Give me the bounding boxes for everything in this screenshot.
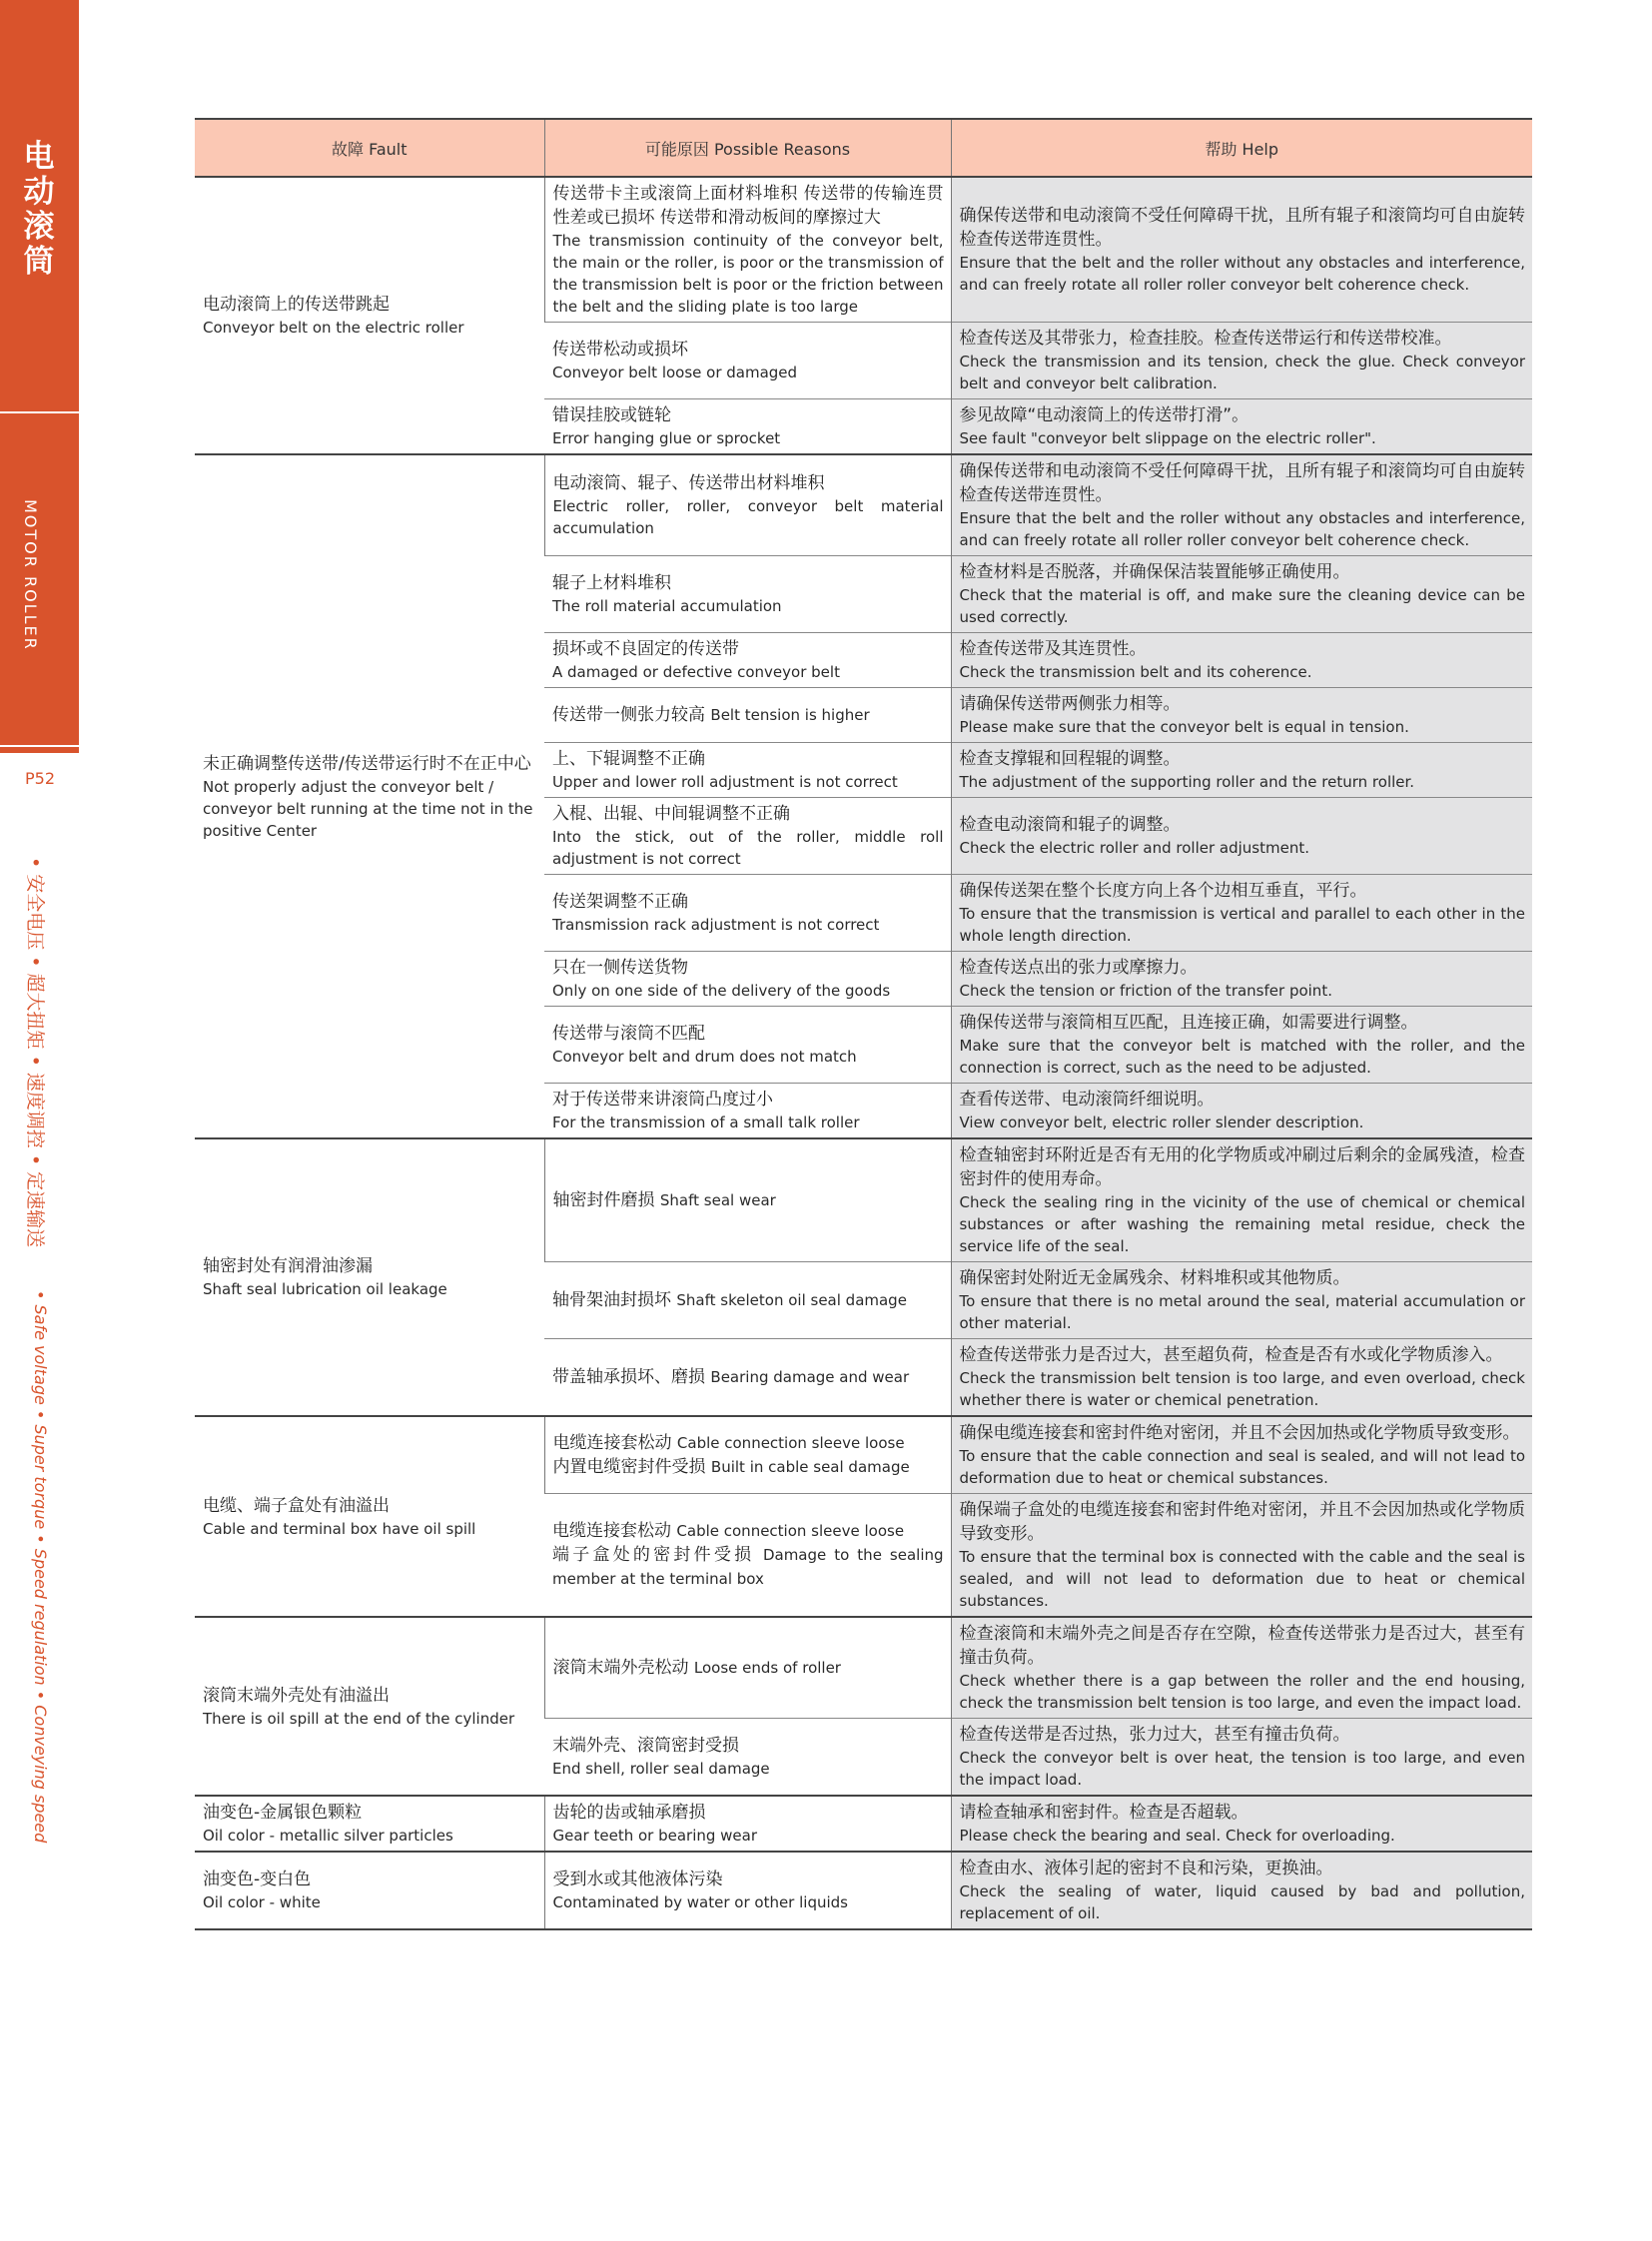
- reason-cell: [544, 454, 951, 556]
- fault-en: Oil color - white: [203, 1893, 321, 1911]
- reason-cn: 齿轮的齿或轴承磨损: [552, 1803, 706, 1823]
- help-cell: [951, 323, 1532, 399]
- help-en: Check the tension or friction of the transfer point.: [959, 982, 1332, 1000]
- fault-en: Cable and terminal box have oil spill: [203, 1519, 476, 1538]
- help-en: Check whether there is a gap between the roller and the end housing, check the transmission belt tension is too large, and even the impact load.: [959, 1672, 1525, 1712]
- reason-cn: 内置电缆密封件受损: [552, 1457, 706, 1477]
- reason-en: End shell, roller seal damage: [552, 1760, 770, 1778]
- reason-cell: [544, 1084, 951, 1139]
- section-title: [17, 140, 61, 280]
- reason-en: The roll material accumulation: [552, 597, 782, 615]
- troubleshooting-table: [195, 118, 1532, 1930]
- reason-cell: [544, 798, 951, 875]
- reason-cn: 电动滚筒、辊子、传送带出材料堆积: [552, 473, 825, 493]
- help-en: Check the transmission belt tension is too large, and even overload, check whether there is water or chemical penetration.: [959, 1369, 1525, 1409]
- reason-line: [553, 1188, 944, 1212]
- reason-cell: [544, 399, 951, 455]
- help-cell: [951, 952, 1532, 1007]
- help-en: Check the transmission belt and its coherence.: [959, 663, 1312, 681]
- reason-line: [552, 1519, 944, 1543]
- side-divider-bottom: [0, 745, 79, 747]
- reason-cell: [544, 1007, 951, 1084]
- reason-en: Into the stick, out of the roller, middle roll adjustment is not correct: [552, 828, 944, 868]
- help-en: Please check the bearing and seal. Check for overloading.: [959, 1827, 1395, 1845]
- fault-en: There is oil spill at the end of the cylinder: [203, 1709, 515, 1728]
- reason-line: [552, 703, 944, 727]
- reason-cn: 损坏或不良固定的传送带: [552, 639, 739, 659]
- fault-cn: 电缆、端子盒处有油溢出: [203, 1495, 390, 1516]
- help-cell: [951, 1796, 1532, 1852]
- help-en: To ensure that there is no metal around the seal, material accumulation or other material.: [959, 1292, 1525, 1332]
- help-en: Make sure that the conveyor belt is matched with the roller, and the connection is correct, such as the need to be adjusted.: [959, 1037, 1525, 1077]
- reason-cell: [544, 1138, 951, 1262]
- fault-cn: 电动滚筒上的传送带跳起: [203, 295, 390, 315]
- help-en: To ensure that the transmission is vertical and parallel to each other in the whole length direction.: [959, 905, 1525, 945]
- help-cell: [951, 177, 1532, 323]
- reason-cn: 上、下辊调整不正确: [552, 749, 705, 769]
- table-row: [195, 1617, 1532, 1719]
- reason-cn: 传送架调整不正确: [552, 892, 688, 912]
- reason-en: Shaft seal wear: [659, 1191, 776, 1209]
- reason-cn: 传送带松动或损坏: [552, 340, 688, 360]
- reason-line: [552, 1543, 944, 1591]
- reason-cn: 滚筒末端外壳松动: [552, 1658, 689, 1678]
- reason-en: Electric roller, roller, conveyor belt material accumulation: [552, 497, 944, 537]
- fault-cell: [195, 454, 544, 1138]
- reason-cn: 端子盒处的密封件受损: [552, 1545, 755, 1565]
- help-cn: 确保传送架在整个长度方向上各个边相互垂直，平行。: [959, 881, 1367, 901]
- reason-cell: [544, 323, 951, 399]
- help-en: To ensure that the cable connection and seal is sealed, and will not lead to deformation due to heat or chemical substances.: [959, 1447, 1525, 1487]
- reason-cn: 辊子上材料堆积: [552, 573, 671, 593]
- reason-cell: [544, 1339, 951, 1417]
- fault-cell: [195, 1852, 544, 1929]
- fault-cn: 油变色-金属银色颗粒: [203, 1803, 363, 1823]
- reason-cell: [544, 1719, 951, 1797]
- table-row: [195, 454, 1532, 556]
- fault-en: Shaft seal lubrication oil leakage: [203, 1280, 447, 1298]
- help-cn: 参见故障“电动滚筒上的传送带打滑”。: [959, 405, 1249, 425]
- reason-en: Bearing damage and wear: [710, 1368, 910, 1386]
- reason-cn: 入棍、出辊、中间辊调整不正确: [552, 804, 790, 824]
- reason-en: For the transmission of a small talk roller: [552, 1114, 860, 1131]
- reason-en: Cable connection sleeve loose: [676, 1522, 905, 1540]
- reason-en: Transmission rack adjustment is not correct: [552, 916, 880, 934]
- fault-cell: [195, 1617, 544, 1796]
- reason-en: Only on one side of the delivery of the goods: [552, 982, 891, 1000]
- reason-en: The transmission continuity of the conveyor belt, the main or the roller, is poor or the transmission of the transmission belt is poor or the friction between the belt and the sliding plate is too large: [552, 232, 944, 316]
- reason-en: Damage to the sealing member at the terminal box: [552, 1546, 944, 1588]
- side-band: [0, 0, 79, 753]
- help-cell: [951, 1084, 1532, 1139]
- help-en: Please make sure that the conveyor belt is equal in tension.: [959, 718, 1409, 736]
- reason-cell: [544, 1494, 951, 1618]
- help-en: View conveyor belt, electric roller slender description.: [959, 1114, 1364, 1131]
- help-cell: [951, 1617, 1532, 1719]
- section-title-char: 电: [23, 139, 55, 175]
- help-en: Check the sealing of water, liquid caused by bad and pollution, replacement of oil.: [959, 1882, 1525, 1922]
- reason-line: [552, 1365, 944, 1389]
- reason-line: [552, 1288, 944, 1312]
- help-cn: 检查传送带及其连贯性。: [959, 639, 1147, 659]
- help-cn: 确保传送带和电动滚筒不受任何障碍干扰，且所有辊子和滚筒均可自由旋转检查传送带连贯性。: [959, 206, 1525, 250]
- reason-cn: 传送带一侧张力较高: [552, 705, 705, 725]
- table-row: [195, 1138, 1532, 1262]
- help-cn: 检查由水、液体引起的密封不良和污染，更换油。: [959, 1859, 1333, 1878]
- help-cell: [951, 399, 1532, 455]
- help-cell: [951, 1852, 1532, 1929]
- help-cn: 检查材料是否脱落，并确保保洁装置能够正确使用。: [959, 562, 1350, 582]
- fault-en: Oil color - metallic silver particles: [203, 1827, 453, 1845]
- help-cn: 确保电缆连接套和密封件绝对密闭，并且不会因加热或化学物质导致变形。: [959, 1423, 1520, 1443]
- help-cell: [951, 1719, 1532, 1797]
- table-header-row: [195, 119, 1532, 177]
- help-cn: 确保端子盒处的电缆连接套和密封件绝对密闭，并且不会因加热或化学物质导致变形。: [959, 1500, 1525, 1544]
- help-cn: 确保密封处附近无金属残余、材料堆积或其他物质。: [959, 1268, 1350, 1288]
- reason-line: [553, 1656, 944, 1680]
- help-cell: [951, 1007, 1532, 1084]
- help-cn: 检查传送带张力是否过大，甚至超负荷，检查是否有水或化学物质渗入。: [959, 1345, 1503, 1365]
- reason-cell: [544, 952, 951, 1007]
- reason-en: Built in cable seal damage: [710, 1458, 910, 1476]
- help-cell: [951, 875, 1532, 952]
- header-reasons: 可能原因 Possible Reasons: [544, 119, 951, 177]
- reason-cn: 轴骨架油封损坏: [552, 1290, 671, 1310]
- reason-line: [553, 1431, 944, 1455]
- reason-cn: 受到水或其他液体污染: [552, 1869, 723, 1889]
- help-en: Check the transmission and its tension, check the glue. Check conveyor belt and conveyor belt calibration.: [959, 353, 1525, 392]
- table-body: [195, 177, 1532, 1929]
- reason-cell: [544, 875, 951, 952]
- help-cn: 请检查轴承和密封件。检查是否超载。: [959, 1803, 1248, 1823]
- fault-cell: [195, 1796, 544, 1852]
- motor-roller-label: MOTOR ROLLER: [21, 499, 40, 651]
- reason-cn: 只在一侧传送货物: [552, 958, 688, 978]
- reason-cell: [544, 556, 951, 633]
- help-cn: 检查传送带是否过热，张力过大，甚至有撞击负荷。: [959, 1725, 1350, 1745]
- help-en: Check the electric roller and roller adjustment.: [959, 839, 1309, 857]
- help-cell: [951, 556, 1532, 633]
- help-cn: 确保传送带和电动滚筒不受任何障碍干扰，且所有辊子和滚筒均可自由旋转检查传送带连贯性。: [959, 461, 1525, 505]
- page-number: P52: [25, 769, 56, 788]
- help-cell: [951, 798, 1532, 875]
- reason-cn: 传送带与滚筒不匹配: [552, 1024, 705, 1044]
- reason-en: A damaged or defective conveyor belt: [552, 663, 840, 681]
- reason-cell: [544, 743, 951, 798]
- table-row: [195, 1416, 1532, 1494]
- reason-cn: 末端外壳、滚筒密封受损: [552, 1736, 739, 1756]
- reason-cn: 电缆连接套松动: [552, 1433, 672, 1453]
- help-cn: 检查传送及其带张力，检查挂胶。检查传送带运行和传送带校准。: [959, 329, 1452, 349]
- reason-cn: 带盖轴承损坏、磨损: [552, 1367, 705, 1387]
- section-title-char: 动: [23, 174, 55, 210]
- help-en: Check the sealing ring in the vicinity of the use of chemical or chemical substances or after washing the remaining metal residue, check the service life of the seal.: [959, 1193, 1525, 1255]
- help-cn: 查看传送带、电动滚筒纤细说明。: [959, 1090, 1215, 1110]
- reason-en: Conveyor belt loose or damaged: [552, 364, 798, 381]
- help-cell: [951, 1416, 1532, 1494]
- fault-cn: 轴密封处有润滑油渗漏: [203, 1256, 373, 1276]
- reason-cell: [544, 633, 951, 688]
- reason-cell: [544, 1617, 951, 1719]
- help-cn: 检查轴密封环附近是否有无用的化学物质或冲刷过后剩余的金属残渣，检查密封件的使用寿命。: [959, 1145, 1525, 1189]
- help-cell: [951, 633, 1532, 688]
- help-en: The adjustment of the supporting roller and the return roller.: [959, 773, 1415, 791]
- fault-cn: 未正确调整传送带/传送带运行时不在正中心: [203, 753, 531, 774]
- help-cn: 检查支撑辊和回程辊的调整。: [959, 749, 1181, 769]
- help-en: Ensure that the belt and the roller without any obstacles and interference, and can freely rotate all roller roller conveyor belt coherence check.: [959, 254, 1525, 294]
- fault-cn: 油变色-变白色: [203, 1869, 312, 1889]
- side-divider: [0, 411, 79, 413]
- reason-cell: [544, 177, 951, 323]
- reason-en: Upper and lower roll adjustment is not correct: [552, 773, 898, 791]
- reason-en: Gear teeth or bearing wear: [552, 1827, 758, 1845]
- reason-cn: 轴密封件磨损: [552, 1190, 655, 1210]
- help-cn: 确保传送带与滚筒相互匹配，且连接正确，如需要进行调整。: [959, 1013, 1418, 1033]
- reason-en: Contaminated by water or other liquids: [552, 1893, 848, 1911]
- reason-cn: 传送带卡主或滚筒上面材料堆积 传送带的传输连贯性差或已损坏 传送带和滑动板间的摩擦过大: [552, 184, 944, 228]
- table-row: [195, 1796, 1532, 1852]
- header-fault: 故障 Fault: [195, 119, 544, 177]
- help-en: Ensure that the belt and the roller without any obstacles and interference, and can freely rotate all roller roller conveyor belt coherence check.: [959, 509, 1525, 549]
- fault-en: Conveyor belt on the electric roller: [203, 319, 464, 337]
- fault-cell: [195, 177, 544, 454]
- help-cell: [951, 688, 1532, 743]
- reason-cell: [544, 1852, 951, 1929]
- features-en: • Safe voltage • Super torque • Speed regulation • Conveying speed: [31, 1290, 50, 1844]
- reason-en: Cable connection sleeve loose: [676, 1434, 905, 1452]
- help-cell: [951, 1494, 1532, 1618]
- help-cell: [951, 743, 1532, 798]
- table-row: [195, 1852, 1532, 1929]
- fault-cell: [195, 1138, 544, 1416]
- help-cell: [951, 454, 1532, 556]
- reason-cell: [544, 688, 951, 743]
- help-cell: [951, 1339, 1532, 1417]
- reason-en: Belt tension is higher: [710, 706, 870, 724]
- help-en: To ensure that the terminal box is connected with the cable and the seal is sealed, and will not lead to deformation due to heat or chemical substances.: [959, 1548, 1525, 1610]
- header-help: 帮助 Help: [951, 119, 1532, 177]
- table-row: [195, 177, 1532, 323]
- reason-cell: [544, 1416, 951, 1494]
- section-title-char: 滚: [23, 209, 55, 245]
- features-cn: • 安全电压 • 超大扭矩 • 速度调控 • 定速输送: [24, 857, 46, 1248]
- reason-en: Shaft skeleton oil seal damage: [676, 1291, 907, 1309]
- reason-line: [553, 1455, 944, 1479]
- help-cn: 检查传送点出的张力或摩擦力。: [959, 958, 1198, 978]
- reason-cn: 电缆连接套松动: [552, 1521, 671, 1541]
- reason-cn: 对于传送带来讲滚筒凸度过小: [552, 1090, 773, 1110]
- reason-en: Error hanging glue or sprocket: [552, 429, 781, 447]
- help-cn: 请确保传送带两侧张力相等。: [959, 694, 1181, 714]
- fault-cell: [195, 1416, 544, 1617]
- troubleshooting-table-wrapper: [195, 118, 1532, 1930]
- reason-cell: [544, 1796, 951, 1852]
- reason-en: Conveyor belt and drum does not match: [552, 1048, 857, 1066]
- reason-cell: [544, 1262, 951, 1339]
- help-cn: 检查电动滚筒和辊子的调整。: [959, 815, 1181, 835]
- help-en: See fault "conveyor belt slippage on the electric roller".: [959, 429, 1376, 447]
- help-cell: [951, 1138, 1532, 1262]
- fault-cn: 滚筒末端外壳处有油溢出: [203, 1685, 390, 1706]
- help-en: Check the conveyor belt is over heat, the tension is too large, and even the impact load.: [959, 1749, 1525, 1789]
- fault-en: Not properly adjust the conveyor belt / conveyor belt running at the time not in the positive Center: [203, 777, 533, 840]
- help-cell: [951, 1262, 1532, 1339]
- section-title-char: 筒: [23, 244, 55, 280]
- reason-en: Loose ends of roller: [693, 1659, 841, 1677]
- help-cn: 检查滚筒和末端外壳之间是否存在空隙，检查传送带张力是否过大，甚至有撞击负荷。: [959, 1624, 1525, 1668]
- help-en: Check that the material is off, and make sure the cleaning device can be used correctly.: [959, 586, 1525, 626]
- reason-cn: 错误挂胶或链轮: [552, 405, 671, 425]
